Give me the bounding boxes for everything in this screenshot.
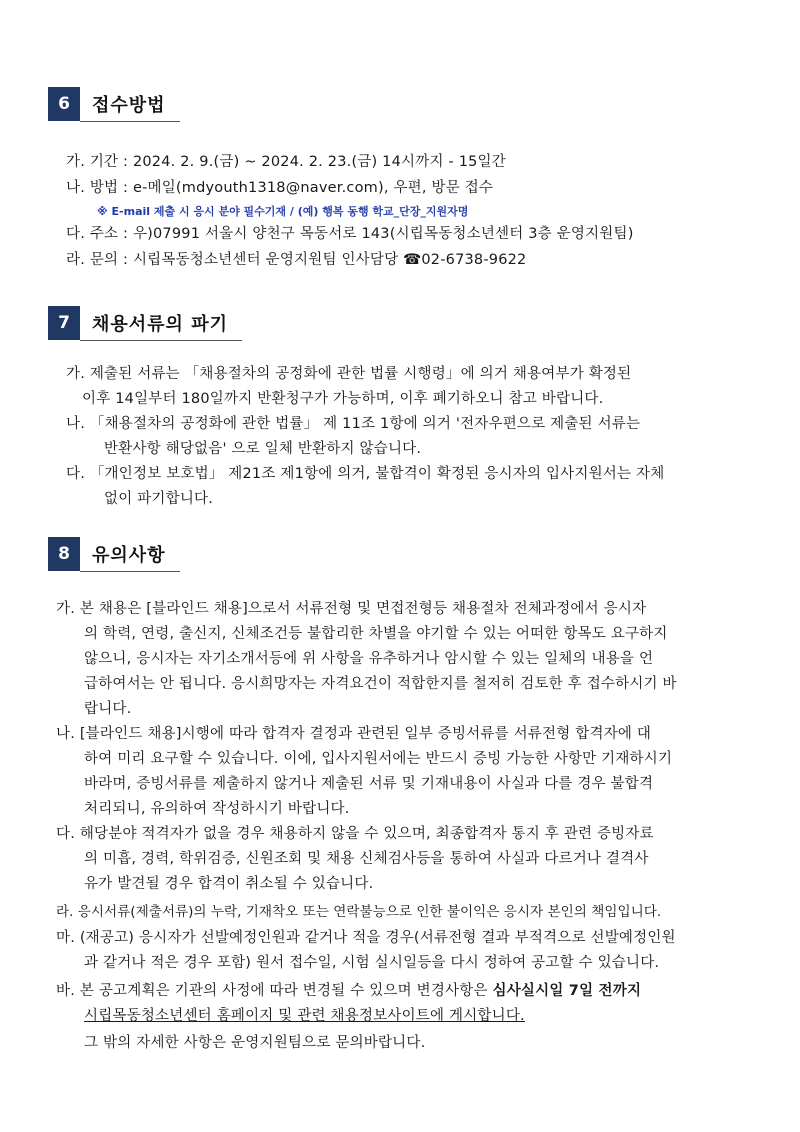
section-8-item-ga-cont: 급하여서는 안 됩니다. 응시희망자는 자격요건이 적합한지를 철저히 검토한 후 접수하시기 바 bbox=[84, 676, 677, 692]
section-7-item-da-cont: 없이 파기합니다. bbox=[104, 491, 214, 507]
section-7-item-ga: 가. 제출된 서류는 「채용절차의 공정화에 관한 법률 시행령」에 의거 채용여부가 확정된 bbox=[66, 366, 632, 382]
section-8-title: 유의사항 bbox=[92, 545, 166, 566]
section-8-item-ba bbox=[56, 979, 641, 1000]
section-8-item-da-cont: 유가 발견될 경우 합격이 취소될 수 있습니다. bbox=[84, 876, 374, 892]
section-7-item-na-cont: 반환사항 해당없음' 으로 일체 반환하지 않습니다. bbox=[104, 441, 422, 457]
section-8-item-na-cont: 하여 미리 요구할 수 있습니다. 이에, 입사지원서에는 반드시 증빙 가능한 사항만 기재하시기 bbox=[84, 751, 673, 767]
section-6-item-na: 나. 방법 : e-메일(mdyouth1318@naver.com), 우편, 방문 접수 bbox=[66, 180, 494, 196]
section-6-note: ※ E-mail 제출 시 응시 분야 필수기재 / (예) 행복 동행 학교_단장_지원자명 bbox=[97, 205, 469, 218]
section-8-item-ga-cont: 의 학력, 연령, 출신지, 신체조건등 불합리한 차별을 야기할 수 있는 어떠한 항목도 요구하지 bbox=[84, 626, 668, 642]
section-8-item-na: 나. [블라인드 채용]시행에 따라 합격자 결정과 관련된 일부 증빙서류를 서류전형 합격자에 대 bbox=[56, 726, 652, 742]
section-7-item-ga-cont: 이후 14일부터 180일까지 반환청구가 가능하며, 이후 폐기하오니 참고 바랍니다. bbox=[82, 391, 604, 407]
section-7-title: 채용서류의 파기 bbox=[92, 314, 228, 335]
section-8-item-ba-text: 바. 본 공고계획은 기관의 사정에 따라 변경될 수 있으며 변경사항은 bbox=[56, 983, 493, 999]
section-7-underline bbox=[80, 340, 242, 341]
section-8-item-da: 다. 해당분야 적격자가 없을 경우 채용하지 않을 수 있으며, 최종합격자 통지 후 관련 증빙자료 bbox=[56, 826, 654, 842]
section-8-item-ga: 가. 본 채용은 [블라인드 채용]으로서 서류전형 및 면접전형등 채용절차 전체과정에서 응시자 bbox=[56, 601, 647, 617]
section-6-number: 6 bbox=[48, 87, 80, 121]
section-6-underline bbox=[80, 121, 180, 122]
section-8-item-da-cont: 의 미흡, 경력, 학위검증, 신원조회 및 채용 신체검사등을 통하여 사실과 다르거나 결격사 bbox=[84, 851, 649, 867]
section-8-item-ba-cont: 시립목동청소년센터 홈페이지 및 관련 채용정보사이트에 게시합니다. bbox=[84, 1008, 525, 1024]
section-6-item-ga: 가. 기간 : 2024. 2. 9.(금) ~ 2024. 2. 23.(금) 14시까지 - 15일간 bbox=[66, 154, 506, 170]
section-8-item-na-cont: 처리되니, 유의하여 작성하시기 바랍니다. bbox=[84, 801, 350, 817]
section-8-closing-note: 그 밖의 자세한 사항은 운영지원팀으로 문의바랍니다. bbox=[84, 1035, 426, 1051]
section-8-item-ma-cont: 과 같거나 적은 경우 포함) 원서 접수일, 시험 실시일등을 다시 정하여 공고할 수 있습니다. bbox=[84, 955, 660, 971]
section-8-item-ga-cont: 않으니, 응시자는 자기소개서등에 위 사항을 유추하거나 암시할 수 있는 일체의 내용을 언 bbox=[84, 651, 654, 667]
section-6-title: 접수방법 bbox=[92, 95, 166, 116]
section-8-header bbox=[48, 537, 166, 571]
section-8-underline bbox=[80, 571, 180, 572]
section-8-item-na-cont: 바라며, 증빙서류를 제출하지 않거나 제출된 서류 및 기재내용이 사실과 다를 경우 불합격 bbox=[84, 776, 654, 792]
section-8-item-ga-cont: 랍니다. bbox=[84, 701, 132, 717]
section-8-number: 8 bbox=[48, 537, 80, 571]
section-6-item-ra: 라. 문의 : 시립목동청소년센터 운영지원팀 인사담당 ☎02-6738-9622 bbox=[66, 252, 527, 268]
section-6-header bbox=[48, 87, 166, 121]
section-7-item-da: 다. 「개인정보 보호법」 제21조 제1항에 의거, 불합격이 확정된 응시자의 입사지원서는 자체 bbox=[66, 466, 665, 482]
section-8-item-ma: 마. (재공고) 응시자가 선발예정인원과 같거나 적을 경우(서류전형 결과 부적격으로 선발예정인원 bbox=[56, 930, 676, 946]
section-6-item-da: 다. 주소 : 우)07991 서울시 양천구 목동서로 143(시립목동청소년센터 3층 운영지원팀) bbox=[66, 226, 634, 242]
section-7-item-na: 나. 「채용절차의 공정화에 관한 법률」 제 11조 1항에 의거 '전자우편으로 제출된 서류는 bbox=[66, 416, 641, 432]
section-7-number: 7 bbox=[48, 306, 80, 340]
section-7-header bbox=[48, 306, 228, 340]
section-8-item-ba-emphasis: 심사실시일 7일 전까지 bbox=[492, 983, 642, 999]
section-8-item-ra: 라. 응시서류(제출서류)의 누락, 기재착오 또는 연락불능으로 인한 불이익은 응시자 본인의 책임입니다. bbox=[56, 904, 662, 920]
